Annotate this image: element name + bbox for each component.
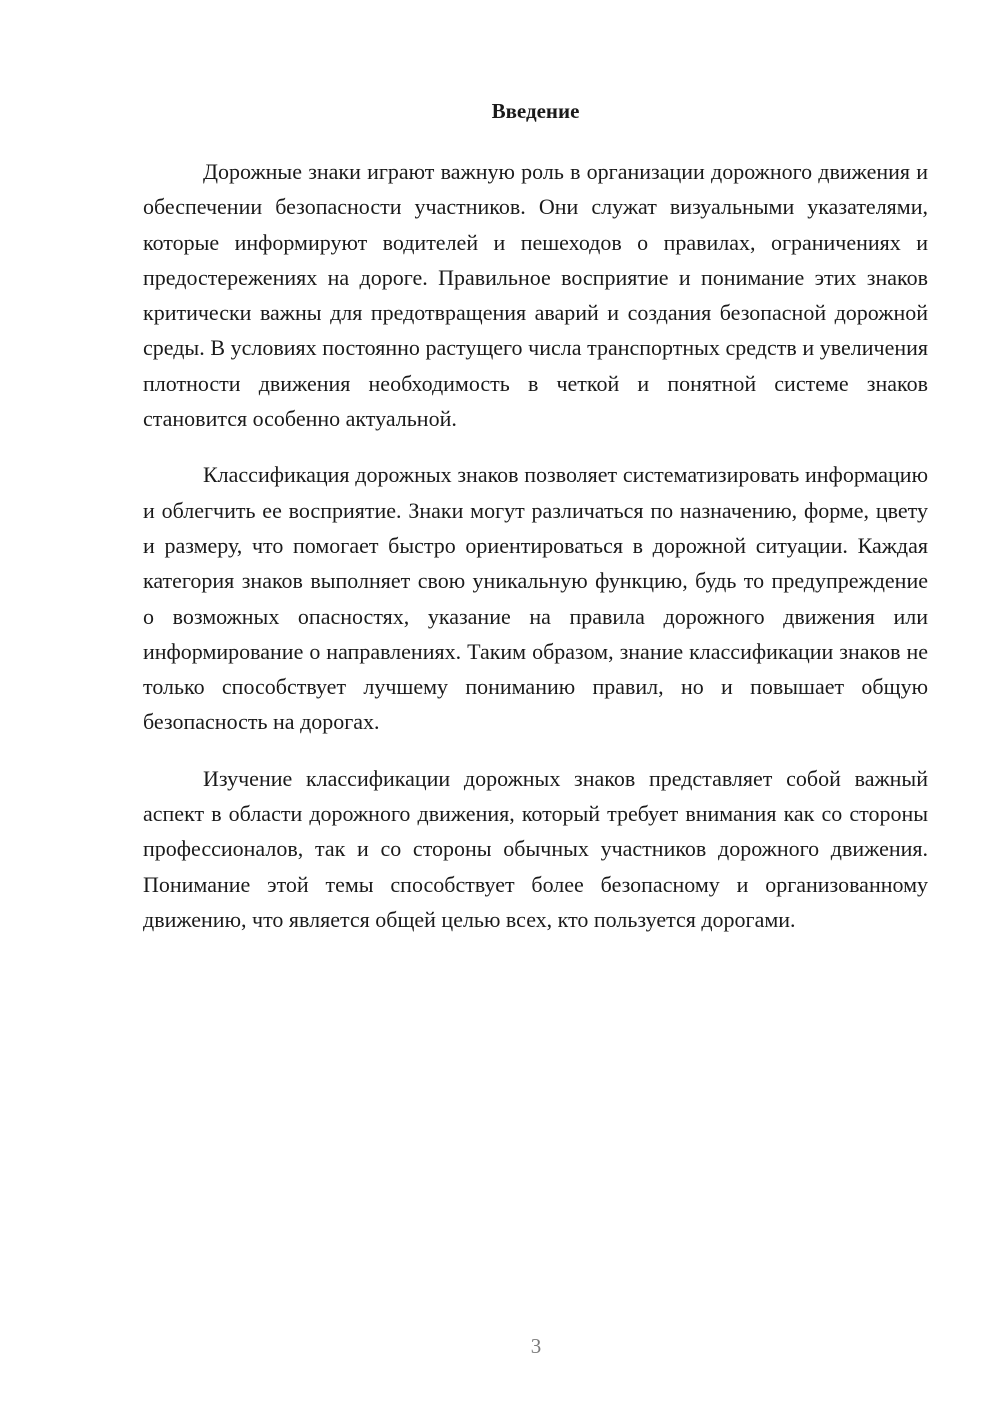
page-content [143,96,928,937]
page-number: 3 [530,1334,542,1358]
section-heading: Введение [491,99,580,123]
paragraph-2: Классификация дорожных знаков позволяет систематизировать информацию и облегчить ее восприятие. Знаки могут различаться по назначению, форме, цвету и размеру, что помогает быстро ориентироваться в дорожной ситуации. Каждая категория знаков выполняет свою уникальную функцию, будь то предупреждение о возможных опасностях, указание на правила дорожного движения или информирование о направлениях. Таким образом, знание классификации знаков не только способствует лучшему пониманию правил, но и повышает общую безопасность на дорогах. [143,462,928,735]
paragraph-1: Дорожные знаки играют важную роль в организации дорожного движения и обеспечении безопасности участников. Они служат визуальными указателями, которые информируют водителей и пешеходов о правилах, ограничениях и предостережениях на дороге. Правильное восприятие и понимание этих знаков критически важны для предотвращения аварий и создания безопасной дорожной среды. В условиях постоянно растущего числа транспортных средств и увеличения плотности движения необходимость в четкой и понятной системе знаков становится особенно актуальной. [143,159,928,432]
paragraph-3: Изучение классификации дорожных знаков представляет собой важный аспект в области дорожного движения, который требует внимания как со стороны профессионалов, так и со стороны обычных участников дорожного движения. Понимание этой темы способствует более безопасному и организованному движению, что является общей целью всех, кто пользуется дорогами. [143,765,928,932]
